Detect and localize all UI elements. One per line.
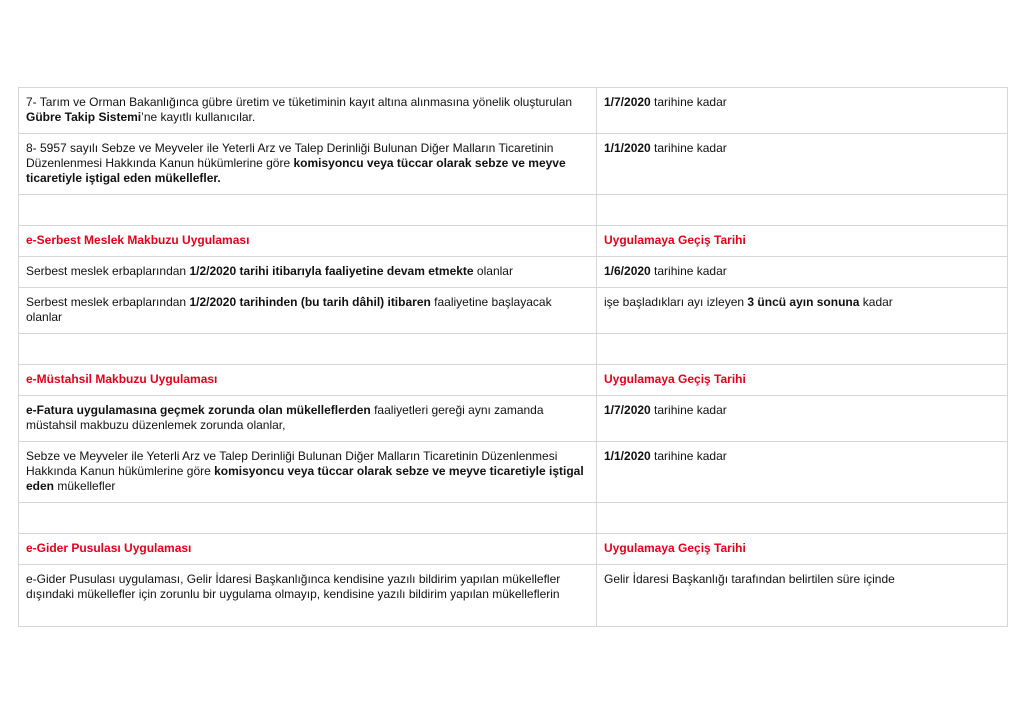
requirement-cell — [19, 88, 597, 134]
text: tarihine kadar — [650, 264, 727, 278]
requirement-cell — [19, 565, 597, 627]
spacer-row — [19, 334, 1008, 365]
requirement-cell — [19, 396, 597, 442]
text: tarihine kadar — [650, 403, 727, 417]
text: 7- Tarım ve Orman Bakanlığınca gübre üretim ve tüketiminin kayıt altına alınmasına yönelik oluşturulan — [26, 95, 573, 109]
text: 8- 5957 sayılı Sebze ve Meyveler ile Yeterli Arz ve Talep Derinliği Bulunan Diğer Malların Ticaretinin Düzenlenmesi Hakkında Kanun hükümlerine göre — [26, 141, 554, 170]
text: mükellefler — [54, 479, 116, 493]
spacer-row — [19, 195, 1008, 226]
deadline-date: 1/6/2020 — [604, 264, 651, 278]
bold-text: e-Fatura uygulamasına geçmek zorunda olan mükelleflerden — [26, 403, 371, 417]
section-title: e-Serbest Meslek Makbuzu Uygulaması — [19, 226, 597, 257]
section-date-header: Uygulamaya Geçiş Tarihi — [597, 226, 1008, 257]
table-row — [19, 88, 1008, 134]
deadline-date: 1/7/2020 — [604, 403, 651, 417]
table-row — [19, 288, 1008, 334]
text: tarihine kadar — [650, 141, 727, 155]
text: kadar — [859, 295, 893, 309]
bold-text: 1/2/2020 tarihi itibarıyla faaliyetine devam etmekte — [189, 264, 474, 278]
table-row — [19, 257, 1008, 288]
text: işe başladıkları ayı izleyen — [604, 295, 748, 309]
section-header-row — [19, 365, 1008, 396]
deadline-cell — [597, 288, 1008, 334]
deadline-cell — [597, 565, 1008, 627]
section-date-header: Uygulamaya Geçiş Tarihi — [597, 534, 1008, 565]
text: tarihine kadar — [650, 95, 727, 109]
text: olanlar — [473, 264, 513, 278]
requirement-cell — [19, 442, 597, 503]
text: e-Gider Pusulası uygulaması, Gelir İdaresi Başkanlığınca kendisine yazılı bildirim yapılan mükellefler dışındaki mükellefler için zorunlu bir uygulama olmayıp, kendisine yazılı bildirim yapılan mükelleflerin — [26, 572, 561, 601]
empty-cell — [19, 503, 597, 534]
deadline-date: 1/1/2020 — [604, 449, 651, 463]
requirement-cell — [19, 257, 597, 288]
transition-dates-table — [18, 87, 1008, 627]
text: faaliyetleri gereği aynı zamanda müstahsil makbuzu düzenlemek zorunda olanlar, — [26, 403, 544, 432]
deadline-cell — [597, 134, 1008, 195]
text: ’ne kayıtlı kullanıcılar. — [141, 110, 256, 124]
section-date-header: Uygulamaya Geçiş Tarihi — [597, 365, 1008, 396]
bold-text: 3 üncü ayın sonuna — [747, 295, 860, 309]
text: Serbest meslek erbaplarından — [26, 264, 190, 278]
deadline-date: 1/7/2020 — [604, 95, 651, 109]
bold-text: 1/2/2020 tarihinden (bu tarih dâhil) itibaren — [189, 295, 431, 309]
text: Gelir İdaresi Başkanlığı tarafından belirtilen süre içinde — [604, 572, 895, 586]
requirement-cell — [19, 134, 597, 195]
bold-text: Gübre Takip Sistemi — [26, 110, 142, 124]
empty-cell — [597, 503, 1008, 534]
empty-cell — [19, 195, 597, 226]
table-row — [19, 442, 1008, 503]
bold-text: komisyoncu veya tüccar olarak sebze ve meyve ticaretiyle iştigal eden — [26, 464, 584, 493]
table-row — [19, 134, 1008, 195]
empty-cell — [19, 334, 597, 365]
table-row — [19, 565, 1008, 627]
deadline-cell — [597, 396, 1008, 442]
section-title: e-Müstahsil Makbuzu Uygulaması — [19, 365, 597, 396]
text: Sebze ve Meyveler ile Yeterli Arz ve Talep Derinliği Bulunan Diğer Malların Ticaretinin Düzenlenmesi Hakkında Kanun hükümlerine göre — [26, 449, 558, 478]
table-row — [19, 396, 1008, 442]
text: Serbest meslek erbaplarından — [26, 295, 190, 309]
empty-cell — [597, 334, 1008, 365]
empty-cell — [597, 195, 1008, 226]
section-header-row — [19, 534, 1008, 565]
text: tarihine kadar — [650, 449, 727, 463]
section-title: e-Gider Pusulası Uygulaması — [19, 534, 597, 565]
bold-text: komisyoncu veya tüccar olarak sebze ve meyve ticaretiyle iştigal eden mükellefler. — [26, 156, 566, 185]
spacer-row — [19, 503, 1008, 534]
deadline-cell — [597, 88, 1008, 134]
deadline-date: 1/1/2020 — [604, 141, 651, 155]
deadline-cell — [597, 442, 1008, 503]
text: faaliyetine başlayacak olanlar — [26, 295, 552, 324]
section-header-row — [19, 226, 1008, 257]
requirement-cell — [19, 288, 597, 334]
deadline-cell — [597, 257, 1008, 288]
